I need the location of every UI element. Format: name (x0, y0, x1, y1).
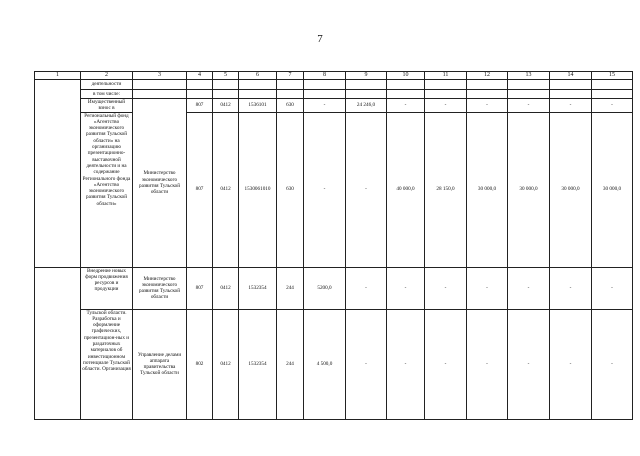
value-cell: 30 000,0 (508, 112, 550, 267)
value-cell: - (550, 99, 592, 113)
value-cell: - (387, 267, 425, 309)
empty-cell (133, 90, 187, 99)
value-cell: - (304, 99, 346, 113)
page-number: 7 (317, 33, 323, 45)
empty-cell (213, 80, 239, 90)
empty-cell (346, 90, 387, 99)
empty-cell (187, 90, 213, 99)
table-row (35, 99, 633, 113)
value-cell: 802 (187, 309, 213, 419)
empty-cell (277, 90, 304, 99)
empty-cell (508, 80, 550, 90)
value-cell: - (508, 99, 550, 113)
value-cell: - (346, 267, 387, 309)
header-cell: 2 (81, 72, 133, 80)
header-cell: 14 (550, 72, 592, 80)
value-cell: - (304, 112, 346, 267)
header-cell: 5 (213, 72, 239, 80)
value-cell: 807 (187, 99, 213, 113)
value-cell: 30 000,0 (467, 112, 508, 267)
value-cell: - (346, 112, 387, 267)
value-cell: 807 (187, 112, 213, 267)
value-cell: 30 000,0 (592, 112, 633, 267)
value-cell: - (467, 309, 508, 419)
empty-cell (387, 80, 425, 90)
value-cell: - (425, 99, 467, 113)
value-cell: 1532354 (239, 309, 277, 419)
value-cell: 0412 (213, 267, 239, 309)
value-cell: - (508, 267, 550, 309)
empty-cell (304, 80, 346, 90)
empty-cell (346, 80, 387, 90)
empty-cell (425, 90, 467, 99)
value-cell: 244 (277, 309, 304, 419)
empty-cell (467, 90, 508, 99)
header-cell: 6 (239, 72, 277, 80)
row-label: Имущественный взнос в (81, 99, 133, 113)
row-label: Региональный фонд «Агентство экономического развития Тульской области» на организацию презентационно-выставочной деятельности и на содержание Регионального фонда «Агентство экономического развития Тульской области» (81, 112, 133, 267)
empty-cell (387, 90, 425, 99)
row-label: Тульской области. Разработка и оформление графических, презентацион-ных и раздаточных материалов об инвестиционном потенциале Тульской области. Организация (81, 309, 133, 419)
empty-cell (239, 80, 277, 90)
table-row (35, 90, 633, 99)
ministry-cell: Министерство экономического развития Тульской области (133, 99, 187, 268)
value-cell: 40 000,0 (387, 112, 425, 267)
value-cell: 5200,0 (304, 267, 346, 309)
empty-cell (550, 90, 592, 99)
empty-cell (592, 80, 633, 90)
value-cell: 24 246,0 (346, 99, 387, 113)
empty-cell (592, 90, 633, 99)
col1-empty-cell (35, 80, 81, 268)
value-cell: - (387, 309, 425, 419)
header-cell: 9 (346, 72, 387, 80)
value-cell: 1532354 (239, 267, 277, 309)
header-cell: 7 (277, 72, 304, 80)
row-label: в том числе: (81, 90, 133, 99)
value-cell: - (592, 267, 633, 309)
empty-cell (239, 90, 277, 99)
empty-cell (467, 80, 508, 90)
header-row (35, 72, 633, 80)
ministry-cell: Министерство экономического развития Тульской области (133, 267, 187, 309)
value-cell: - (467, 99, 508, 113)
value-cell: - (550, 309, 592, 419)
value-cell: 0412 (213, 112, 239, 267)
row-label: Внедрение новых форм продвижения ресурсов и продукции (81, 267, 133, 309)
value-cell: 1530061010 (239, 112, 277, 267)
header-cell: 1 (35, 72, 81, 80)
ministry-cell: Управление делами аппарата правительства Тульской области (133, 309, 187, 419)
value-cell: - (592, 99, 633, 113)
value-cell: 0412 (213, 309, 239, 419)
value-cell: 28 150,0 (425, 112, 467, 267)
value-cell: 630 (277, 99, 304, 113)
table-row (35, 309, 633, 419)
col1-empty-cell (35, 267, 81, 419)
header-cell: 10 (387, 72, 425, 80)
header-cell: 8 (304, 72, 346, 80)
value-cell: 30 000,0 (550, 112, 592, 267)
value-cell: - (387, 99, 425, 113)
table-row (35, 80, 633, 90)
value-cell: 1536101 (239, 99, 277, 113)
value-cell: 0412 (213, 99, 239, 113)
value-cell: 4 500,0 (304, 309, 346, 419)
value-cell: 244 (277, 267, 304, 309)
empty-cell (304, 90, 346, 99)
header-cell: 13 (508, 72, 550, 80)
header-cell: 12 (467, 72, 508, 80)
value-cell: - (425, 309, 467, 419)
header-cell: 4 (187, 72, 213, 80)
empty-cell (425, 80, 467, 90)
empty-cell (133, 80, 187, 90)
value-cell: - (508, 309, 550, 419)
row-label: деятельности (81, 80, 133, 90)
value-cell: - (592, 309, 633, 419)
empty-cell (213, 90, 239, 99)
table-row (35, 267, 633, 309)
value-cell: - (346, 309, 387, 419)
empty-cell (187, 80, 213, 90)
header-cell: 3 (133, 72, 187, 80)
header-cell: 15 (592, 72, 633, 80)
value-cell: - (550, 267, 592, 309)
value-cell: 807 (187, 267, 213, 309)
empty-cell (550, 80, 592, 90)
empty-cell (277, 80, 304, 90)
value-cell: - (467, 267, 508, 309)
empty-cell (508, 90, 550, 99)
value-cell: 630 (277, 112, 304, 267)
header-cell: 11 (425, 72, 467, 80)
table-row (35, 112, 633, 267)
budget-table (34, 71, 633, 420)
value-cell: - (425, 267, 467, 309)
